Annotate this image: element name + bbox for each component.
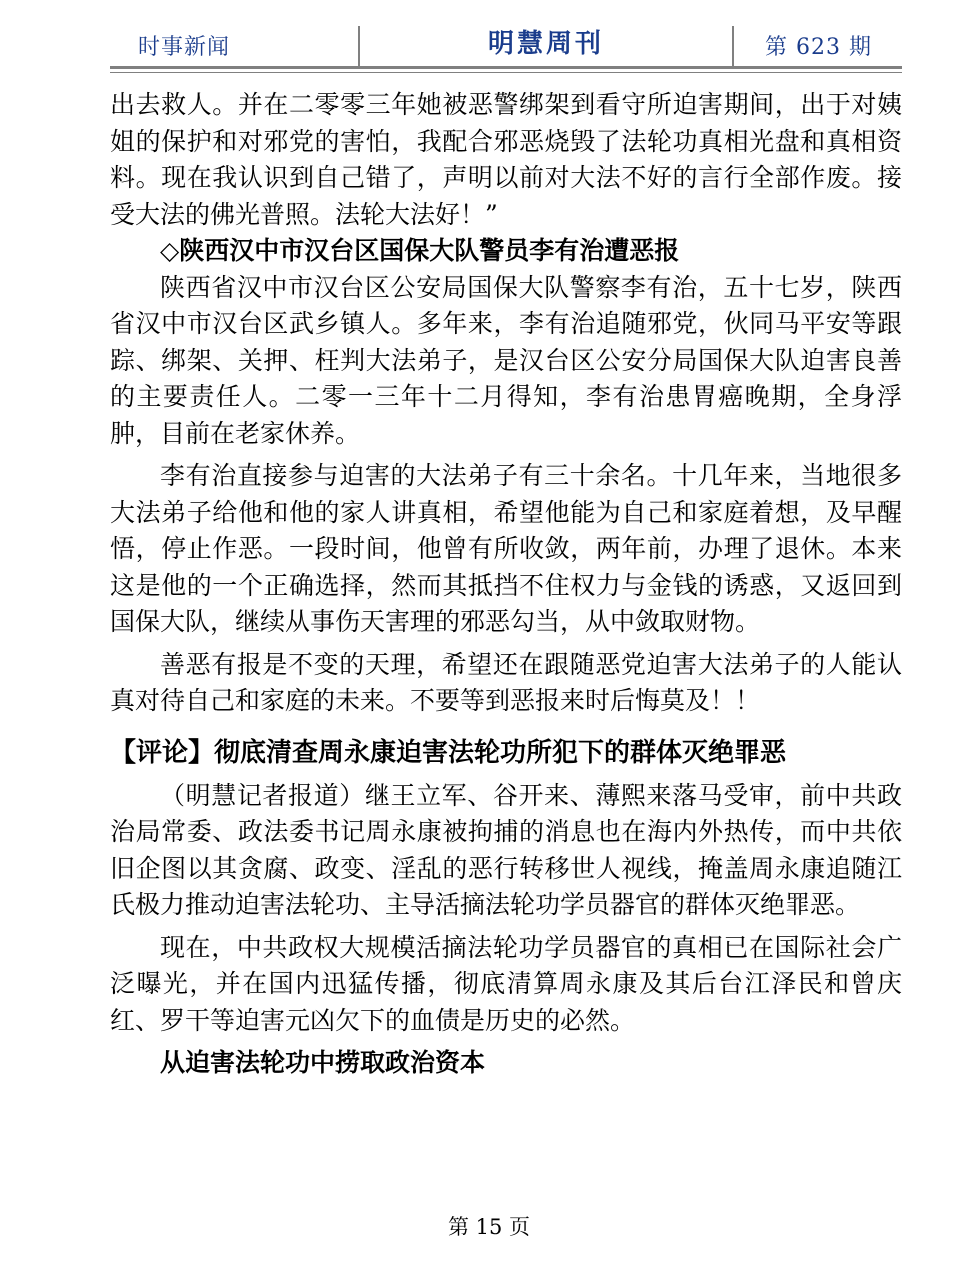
header-rule [110,72,902,73]
section-title-commentary: 【评论】彻底清查周永康迫害法轮功所犯下的群体灭绝罪恶 [110,737,787,768]
subheading-retribution: ◇陕西汉中市汉台区国保大队警员李有治遭恶报 [160,236,680,265]
paragraph: 陕西省汉中市汉台区公安局国保大队警察李有治，五十七岁，陕西省汉中市汉台区武乡镇人。多年来，李有治追随邪党，伙同马平安等跟踪、绑架、关押、枉判大法弟子，是汉台区公安分局国保大队迫害良善的主要责任人。二零一三年十二月得知，李有治患胃癌晚期，全身浮肿，目前在老家休养。 [110,272,902,448]
paragraph: （明慧记者报道）继王立军、谷开来、薄熙来落马受审，前中共政治局常委、政法委书记周永康被拘捕的消息也在海内外热传，而中共依旧企图以其贪腐、政变、淫乱的恶行转移世人视线，掩盖周永康追随江氏极力推动迫害法轮功、主导活摘法轮功学员器官的群体灭绝罪恶。 [110,780,902,919]
header-section-label: 时事新闻 [138,35,231,60]
page-number: 第 15 页 [447,1215,531,1239]
paragraph: 李有治直接参与迫害的大法弟子有三十余名。十几年来，当地很多大法弟子给他和他的家人讲真相，希望他能为自己和家庭着想，及早醒悟，停止作恶。一段时间，他曾有所收敛，两年前，办理了退休。本来这是他的一个正确选择，然而其抵挡不住权力与金钱的诱惑，又返回到国保大队，继续从事伤天害理的邪恶勾当，从中敛取财物。 [110,461,902,636]
header-issue-number: 第 623 期 [765,35,872,60]
page-header [110,26,902,69]
paragraph-continued: 出去救人。并在二零零三年她被恶警绑架到看守所迫害期间，出于对姨姐的保护和对邪党的害怕，我配合邪恶烧毁了法轮功真相光盘和真相资料。现在我认识到自己错了，声明以前对大法不好的言行全部作废。接受大法的佛光普照。法轮大法好！” [110,90,902,229]
subheading-political-capital: 从迫害法轮功中捞取政治资本 [160,1048,486,1077]
header-publication-title: 明慧周刊 [358,26,734,66]
paragraph: 善恶有报是不变的天理，希望还在跟随恶党迫害大法弟子的人能认真对待自己和家庭的未来。不要等到恶报来时后悔莫及！！ [110,649,902,715]
paragraph: 现在，中共政权大规模活摘法轮功学员器官的真相已在国际社会广泛曝光，并在国内迅猛传播，彻底清算周永康及其后台江泽民和曾庆红、罗干等迫害元凶欠下的血债是历史的必然。 [110,932,902,1035]
article-body [110,87,902,1082]
